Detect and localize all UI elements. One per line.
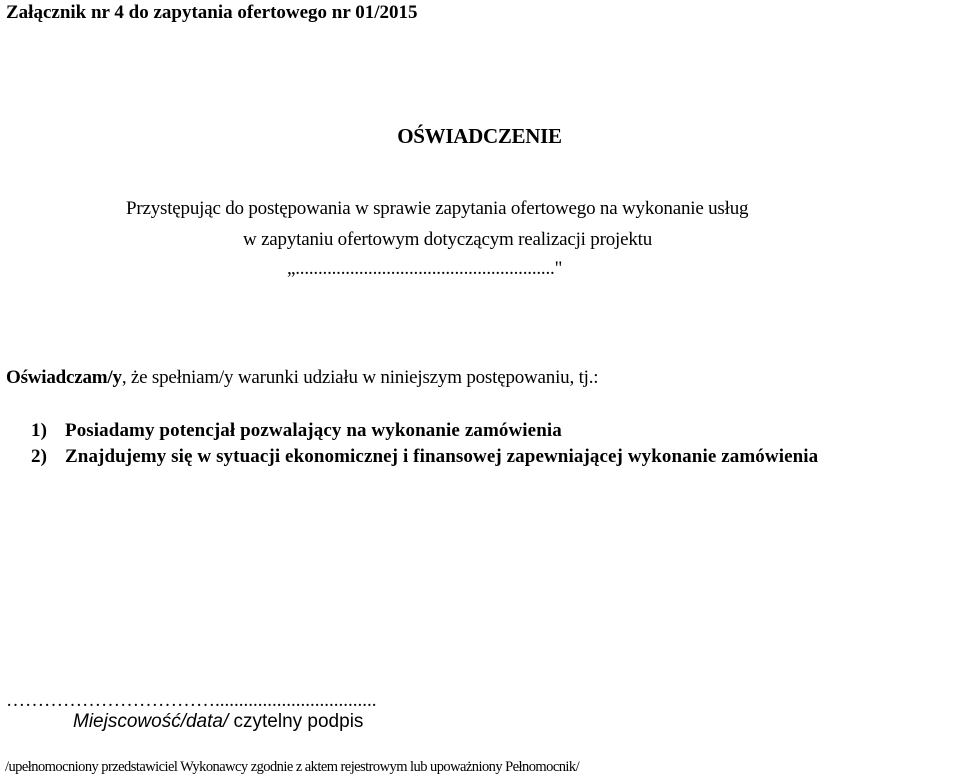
condition-text: Posiadamy potencjał pozwalający na wykonanie zamówienia xyxy=(65,420,562,441)
place-date-label: Miejscowość/data/ xyxy=(73,711,229,732)
condition-item-2 xyxy=(31,446,818,468)
condition-text: Znajdujemy się w sytuacji ekonomicznej i finansowej zapewniającej wykonanie zamówienia xyxy=(65,446,819,467)
signature-dots: …………………………….................................. xyxy=(6,690,377,711)
statement xyxy=(6,367,598,389)
document-title: OŚWIADCZENIE xyxy=(397,124,562,148)
condition-item-1 xyxy=(31,420,562,442)
condition-number: 1) xyxy=(31,420,48,441)
intro-line-2: w zapytaniu ofertowym dotyczącym realizacji projektu xyxy=(243,229,653,250)
authorized-person-note: /upełnomocniony przedstawiciel Wykonawcy zgodnie z aktem rejestrowym lub upoważniony Pełnomocnik/ xyxy=(5,759,580,775)
condition-number: 2) xyxy=(31,446,48,467)
signature-caption xyxy=(73,711,363,733)
statement-bold: Oświadczam/y xyxy=(6,367,122,388)
intro-line-1: Przystępując do postępowania w sprawie zapytania ofertowego na wykonanie usług xyxy=(126,198,749,219)
project-name-placeholder: „........................................................." xyxy=(287,258,563,279)
statement-rest: , że spełniam/y warunki udziału w niniejszym postępowaniu, tj.: xyxy=(121,367,599,388)
attachment-header: Załącznik nr 4 do zapytania ofertowego nr 01/2015 xyxy=(6,2,418,23)
signature-label: czytelny podpis xyxy=(228,711,364,732)
